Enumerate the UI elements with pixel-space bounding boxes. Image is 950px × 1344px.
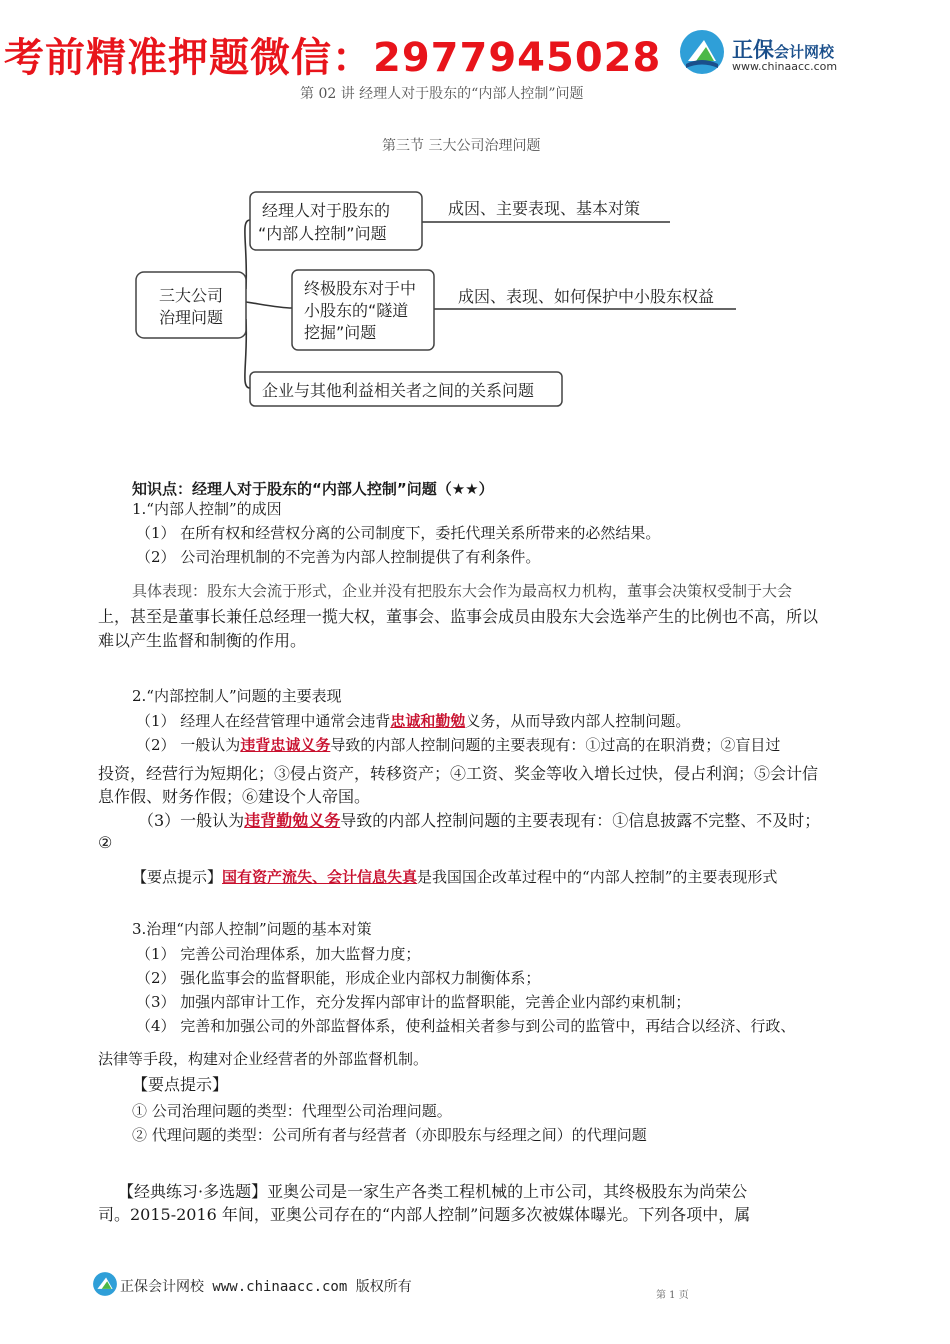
connector-branch-2 (246, 302, 292, 308)
brand-url: www.chinaacc.com (732, 60, 838, 73)
sec1-para-line-1: 上，甚至是董事长兼任总经理一揽大权，董事会、监事会成员由股东大会选举产生的比例也不高，所以 (98, 607, 819, 626)
sec2-item-1: （1） 经理人在经营管理中通常会违背忠诚和勤勉义务，从而导致内部人控制问题。 (136, 712, 691, 730)
tips-line-1: ① 公司治理问题的类型：代理型公司治理问题。 (132, 1102, 452, 1120)
sec3-cut-line: （4） 完善和加强公司的外部监督体系，使利益相关者参与到公司的监管中，再结合以经济、行政、 (136, 1017, 796, 1035)
sec3-item-3: （3） 加强内部审计工作，充分发挥内部审计的监督职能，完善企业内部约束机制； (136, 993, 691, 1011)
brand-name: 正保会计网校 (732, 38, 835, 62)
exercise-line-1: 【经典练习·多选题】亚奥公司是一家生产各类工程机械的上市公司，其终极股东为尚荣公 (118, 1182, 748, 1201)
sec2-title: 2.“内部控制人”问题的主要表现 (132, 687, 342, 705)
leaf-1: 成因、主要表现、基本对策 (448, 199, 641, 218)
sec2-line-3: 息作假、财务作假；⑥建设个人帝国。 (98, 787, 371, 806)
branch-2-line-3: 挖掘”问题 (304, 323, 377, 342)
sec3-title: 3.治理“内部人控制”问题的基本对策 (132, 920, 372, 938)
knowledge-point-heading: 知识点：经理人对于股东的“内部人控制”问题（★★） (132, 480, 494, 498)
root-label-2: 治理问题 (158, 308, 224, 327)
lecture-title: 第 02 讲 经理人对于股东的“内部人控制”问题 (300, 86, 584, 102)
watermark-banner: 考前精准押题微信：2977945028 (4, 35, 662, 81)
sec2-tip-cut-line: 【要点提示】国有资产流失、会计信息失真是我国国企改革过程中的“内部人控制”的主要表现形式 (132, 868, 778, 886)
tips-title: 【要点提示】 (132, 1075, 229, 1094)
root-box (136, 272, 246, 338)
sec1-item-2: （2） 公司治理机制的不完善为内部人控制提供了有利条件。 (136, 548, 541, 566)
sec2-item-3-emphasis: 违背勤勉义务 (244, 811, 341, 830)
branch-2-line-2: 小股东的“隧道 (304, 301, 409, 320)
mindmap-diagram (130, 184, 750, 414)
sec1-item-1: （1） 在所有权和经营权分离的公司制度下，委托代理关系所带来的必然结果。 (136, 524, 661, 542)
sec3-item-2: （2） 强化监事会的监督职能，形成企业内部权力制衡体系； (136, 969, 541, 987)
sec1-para-line-2: 难以产生监督和制衡的作用。 (98, 631, 307, 650)
footer-logo-icon (92, 1271, 118, 1297)
footer-copyright: 正保会计网校 www.chinaacc.com 版权所有 (120, 1279, 412, 1295)
sec2-item-3: （3）一般认为违背勤勉义务导致的内部人控制问题的主要表现有：①信息披露不完整、不及时； (138, 811, 821, 830)
sec2-item-3-cont: ② (98, 833, 113, 852)
leaf-2: 成因、表现、如何保护中小股东权益 (458, 287, 715, 306)
branch-1-line-1: 经理人对于股东的 (262, 201, 391, 220)
branch-2-line-1: 终极股东对于中 (304, 279, 417, 298)
sec2-line-2: 投资，经营行为短期化；③侵占资产，转移资产；④工资、奖金等收入增长过快，侵占利润；⑤会计信 (98, 764, 819, 783)
brand-logo-icon (678, 28, 726, 76)
section-title: 第三节 三大公司治理问题 (382, 138, 541, 154)
sec2-item-1-emphasis: 忠诚和勤勉 (390, 712, 466, 730)
exercise-cut-line: 司。2015-2016 年间，亚奥公司存在的“内部人控制”问题多次被媒体曝光。下列各项中，属 (98, 1205, 751, 1224)
sec1-title: 1.“内部人控制”的成因 (132, 500, 282, 518)
branch-3-line-1: 企业与其他利益相关者之间的关系问题 (262, 381, 535, 400)
sec3-item-1: （1） 完善公司治理体系，加大监督力度； (136, 945, 421, 963)
brand-logo[interactable] (676, 28, 876, 78)
tips-cut-line: ② 代理问题的类型：公司所有者与经营者（亦即股东与经理之间）的代理问题 (132, 1126, 647, 1144)
sec2-cut-line: （2） 一般认为违背忠诚义务导致的内部人控制问题的主要表现有：①过高的在职消费；②盲目过 (136, 736, 781, 754)
footer-page-number: 第 1 页 (656, 1290, 689, 1301)
branch-1-line-2: “内部人控制”问题 (258, 224, 387, 243)
sec3-cut-line-2: 法律等手段，构建对企业经营者的外部监督机制。 (98, 1050, 429, 1068)
sec1-cut-line: 具体表现：股东大会流于形式，企业并没有把股东大会作为最高权力机构，董事会决策权受制于大会 (132, 582, 793, 600)
root-label-1: 三大公司 (158, 286, 224, 305)
